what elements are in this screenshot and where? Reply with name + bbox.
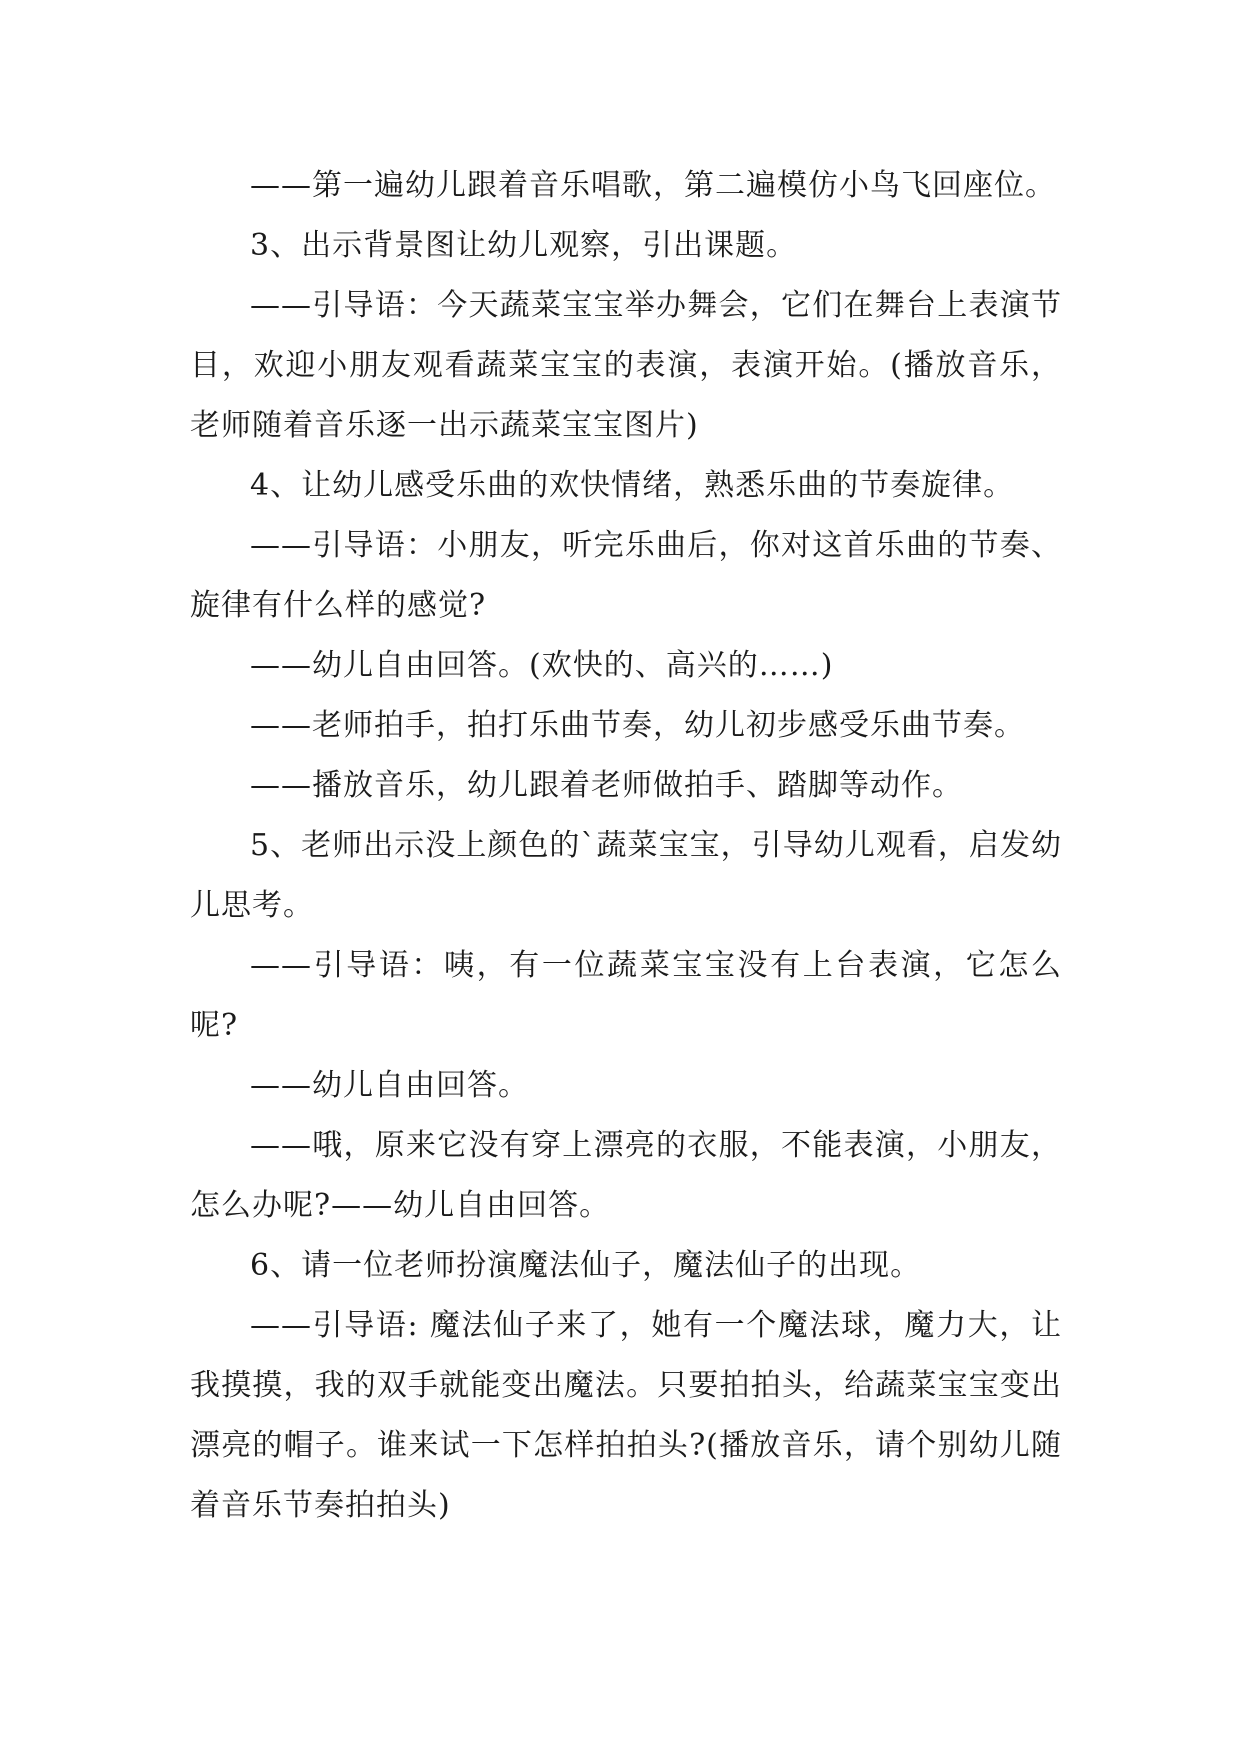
paragraph: 6、请一位老师扮演魔法仙子，魔法仙子的出现。 (250, 1248, 922, 1283)
paragraph: ——哦，原来它没有穿上漂亮的衣服，不能表演，小朋友，怎么办呢?——幼儿自由回答。 (190, 1128, 1062, 1223)
paragraph: ——播放音乐，幼儿跟着老师做拍手、踏脚等动作。 (250, 768, 963, 803)
paragraph: ——幼儿自由回答。(欢快的、高兴的……) (250, 648, 834, 683)
paragraph: ——引导语：小朋友，听完乐曲后，你对这首乐曲的节奏、旋律有什么样的感觉? (190, 528, 1062, 623)
paragraph: 4、让幼儿感受乐曲的欢快情绪，熟悉乐曲的节奏旋律。 (250, 468, 1015, 503)
paragraph: ——引导语：今天蔬菜宝宝举办舞会，它们在舞台上表演节目，欢迎小朋友观看蔬菜宝宝的表演，表演开始。(播放音乐，老师随着音乐逐一出示蔬菜宝宝图片) (190, 288, 1062, 443)
paragraph: ——幼儿自由回答。 (250, 1068, 529, 1103)
paragraph: 3、出示背景图让幼儿观察，引出课题。 (250, 228, 798, 263)
document-body (190, 156, 1062, 1536)
paragraph: 5、老师出示没上颜色的`蔬菜宝宝，引导幼儿观看，启发幼儿思考。 (190, 828, 1062, 923)
paragraph: ——第一遍幼儿跟着音乐唱歌，第二遍模仿小鸟飞回座位。 (250, 168, 1056, 203)
paragraph: ——引导语：咦，有一位蔬菜宝宝没有上台表演，它怎么呢? (190, 948, 1062, 1043)
paragraph: ——老师拍手，拍打乐曲节奏，幼儿初步感受乐曲节奏。 (250, 708, 1025, 743)
paragraph: ——引导语: 魔法仙子来了，她有一个魔法球，魔力大，让我摸摸，我的双手就能变出魔法。只要拍拍头，给蔬菜宝宝变出漂亮的帽子。谁来试一下怎样拍拍头?(播放音乐，请个别幼儿随着音乐节奏拍拍头) (190, 1308, 1062, 1523)
